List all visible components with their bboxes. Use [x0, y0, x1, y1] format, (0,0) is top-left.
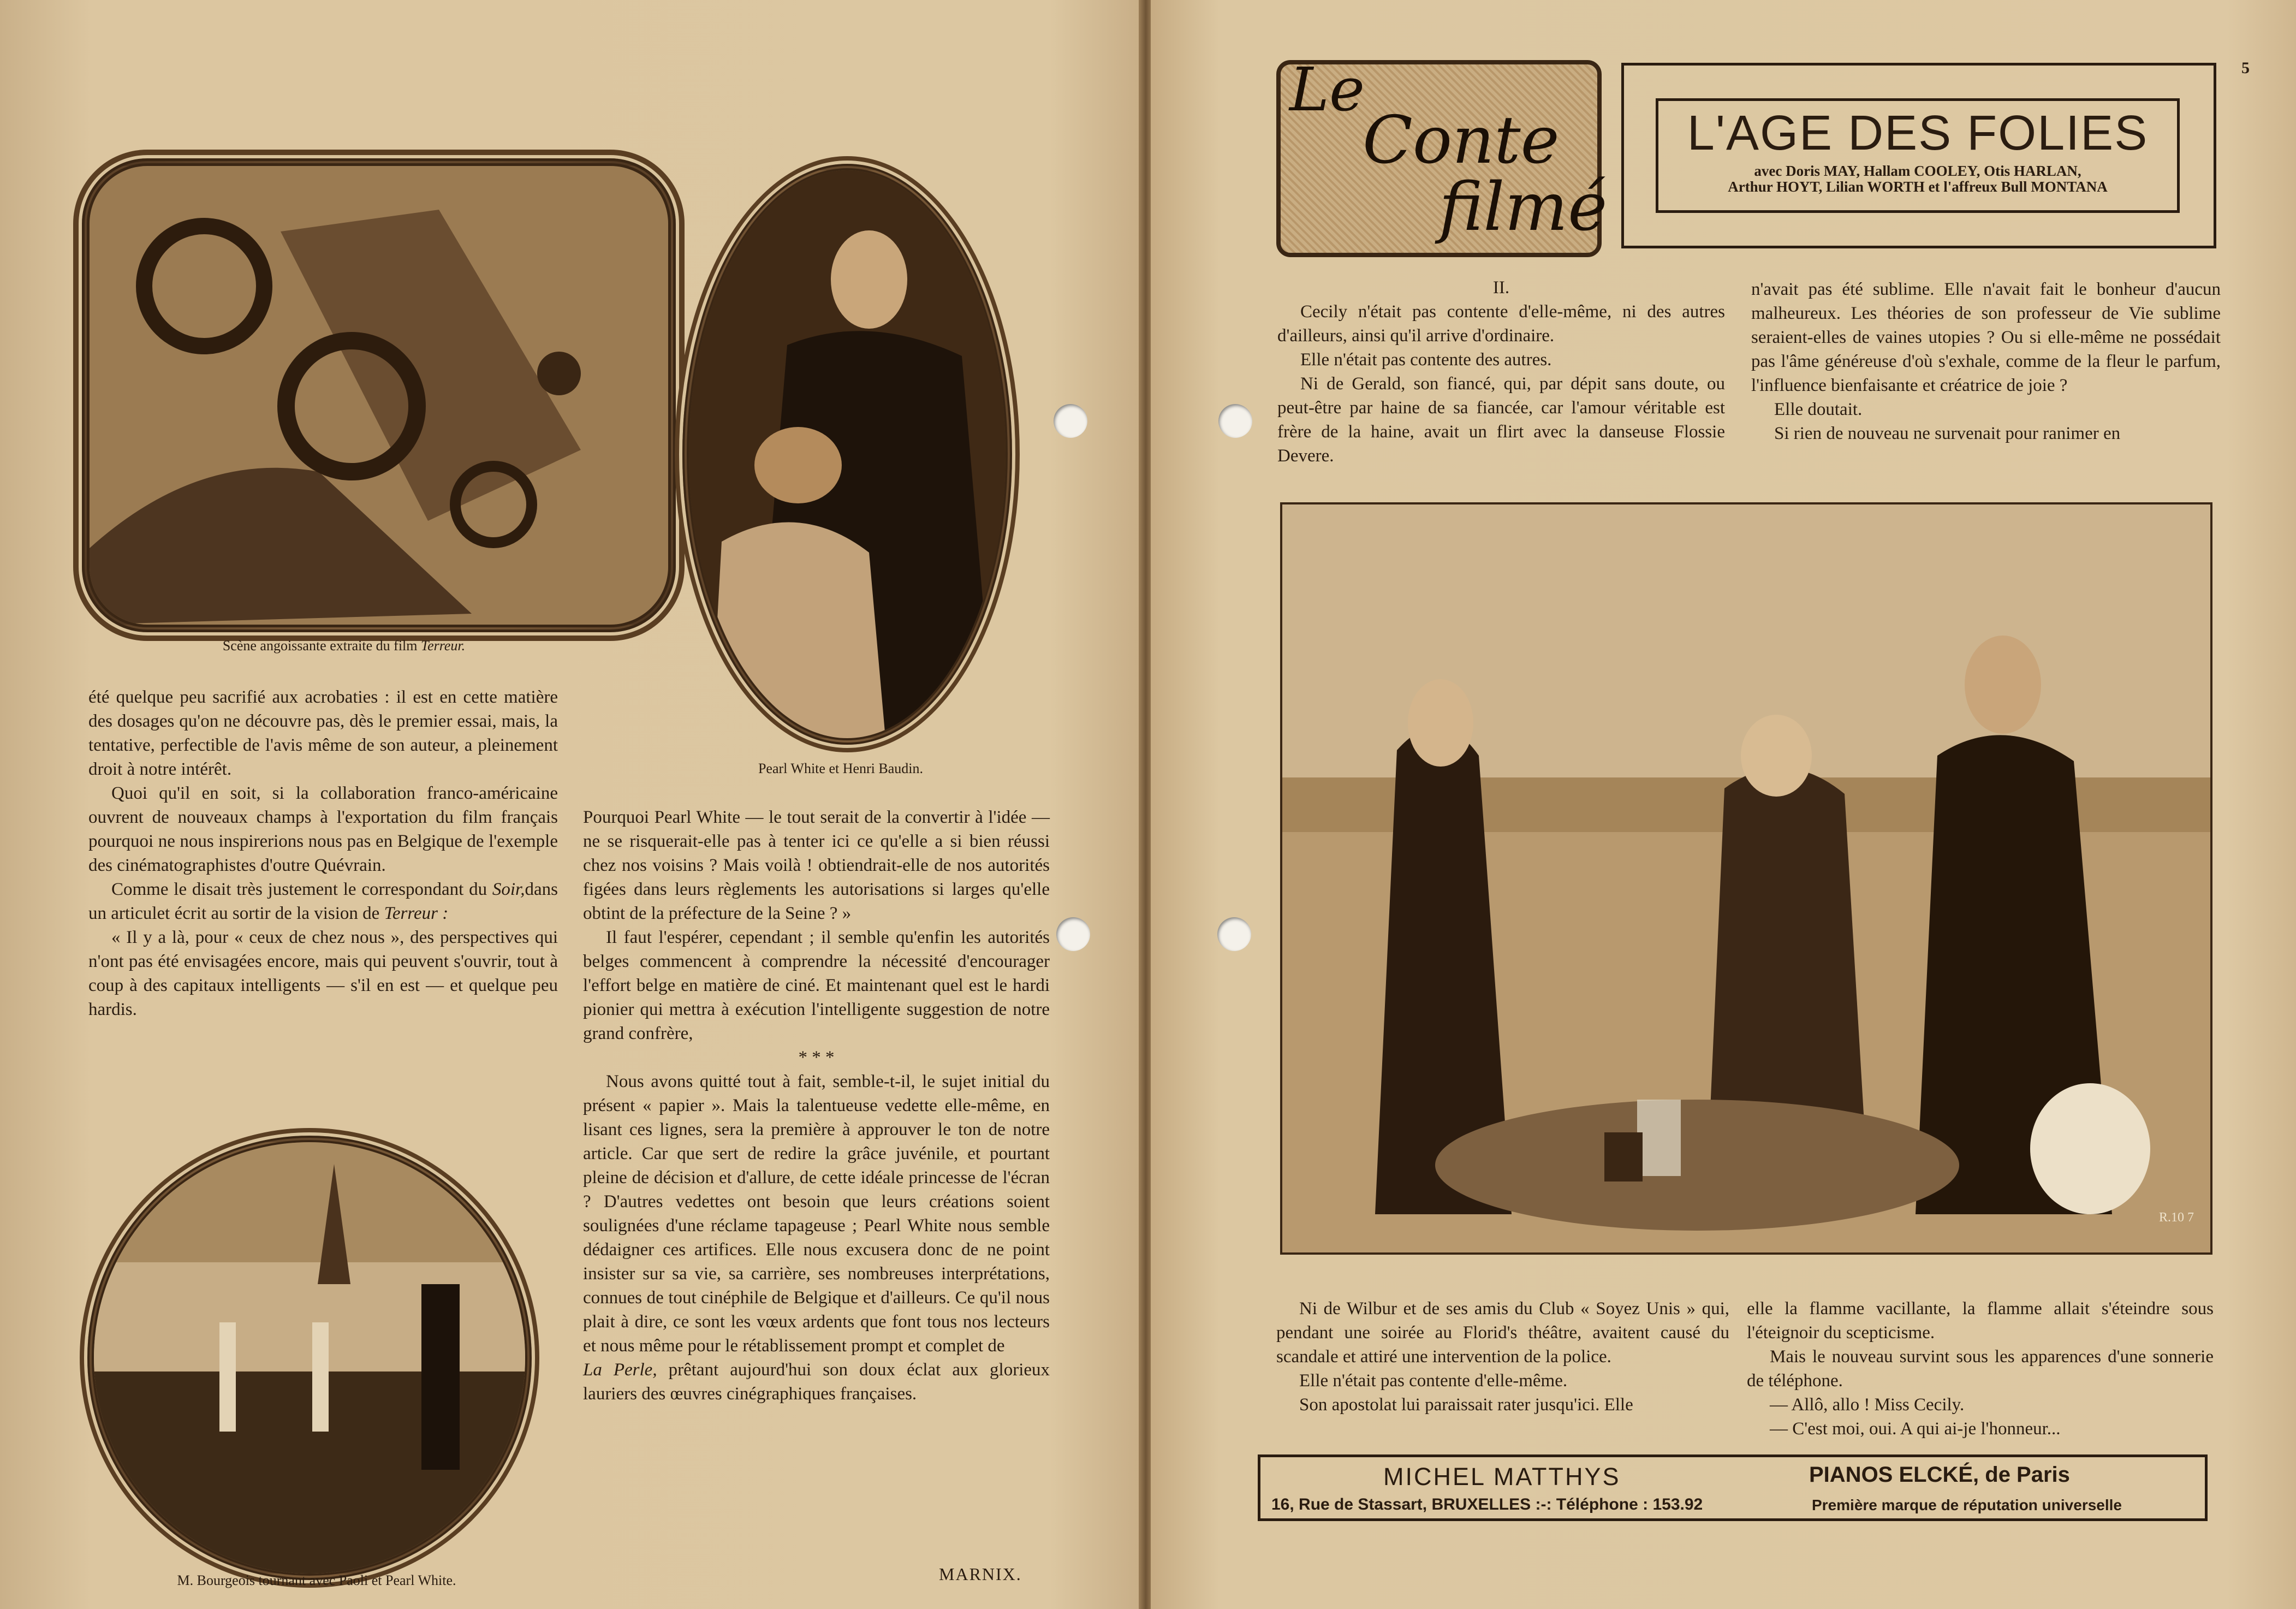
ad-brand: PIANOS ELCKÉ, de Paris	[1809, 1463, 2070, 1487]
left-page	[0, 0, 1141, 1609]
chateau-filming-illustration	[94, 1142, 525, 1574]
film-title-box	[1621, 63, 2216, 248]
section-number: II.	[1492, 278, 1510, 298]
filming-scene-photo	[87, 1136, 532, 1580]
ad-company-name: MICHEL MATTHYS	[1383, 1463, 1621, 1491]
car-stunt-illustration	[90, 166, 668, 625]
right-column-4: elle la flamme vacillante, la flamme allait s'éteindre sous l'éteignoir du scepticisme. Mais le nouveau survint sous les apparences d'une sonnerie de téléphone. — Allô, allo ! Miss Cecily. — C'est moi, oui. A qui ai-je l'honneur...	[1747, 1299, 2214, 1439]
cafe-scene-photo	[1280, 502, 2212, 1255]
binder-hole-top-right	[1218, 404, 1252, 438]
cafe-scene-illustration	[1282, 504, 2210, 1252]
binder-hole-bottom-right	[1217, 917, 1251, 951]
advertisement-box	[1258, 1454, 2208, 1521]
right-column-2: n'avait pas été sublime. Elle n'avait fait le bonheur d'aucun malheureux. Les théories de son professeur de Vie sublime seraient-elles de vaines utopies ? Ou si elle-même ne possédait pas l'âme généreuse d'où s'exhale, comme de la fleur le parfum, l'influence bienfaisante et créatrice de joie ? Elle doutait. Si rien de nouveau ne survenait pour ranimer en	[1751, 280, 2221, 443]
film-title: L'AGE DES FOLIES	[1687, 106, 2149, 161]
ad-address: 16, Rue de Stassart, BRUXELLES :-: Téléphone : 153.92	[1271, 1495, 1703, 1513]
photo1-caption: Scène angoissante extraite du film Terreur.	[222, 638, 466, 654]
author-signature: MARNIX.	[939, 1564, 1022, 1584]
binder-hole-top-left	[1054, 404, 1087, 438]
right-column-3: Ni de Wilbur et de ses amis du Club « Soyez Unis » qui, pendant une soirée au Florid's théâtre, avaitent causé du scandale et attiré une intervention de la police. Elle n'était pas contente d'elle-même. Son apostolat lui paraissait rater jusqu'ici. Elle	[1276, 1299, 1729, 1415]
photo3-caption: M. Bourgeois tournant avec Paoli et Pearl White.	[177, 1572, 456, 1588]
ad-tagline: Première marque de réputation universelle	[1812, 1497, 2122, 1513]
pearl-white-baudin-photo	[682, 164, 1012, 745]
cast-list: avec Doris MAY, Hallam COOLEY, Otis HARLAN, Arthur HOYT, Lilian WORTH et l'affreux Bull MONTANA	[1728, 163, 2108, 195]
conte-filme-logo: Le Conte filmé	[1276, 60, 1602, 257]
page-number: 5	[2241, 59, 2250, 77]
right-column-1: II. Cecily n'était pas contente d'elle-même, ni des autres d'ailleurs, ainsi qu'il arrive d'ordinaire. Elle n'était pas contente des autres. Ni de Gerald, son fiancé, qui, par dépit sans doute, ou peut-être par haine de sa fiancée, car l'amour véritable est frère de la haine, avait un flirt avec la danseuse Flossie Devere.	[1277, 276, 1725, 468]
binder-hole-bottom-left	[1056, 917, 1090, 951]
left-column-1: été quelque peu sacrifié aux acrobaties : il est en cette matière des dosages qu'on ne découvre pas, dès le premier essai, mais, la tentative, perfectible de l'avis même de son auteur, a pleinement droit à notre intérêt. Quoi qu'il en soit, si la collaboration franco-américaine ouvrent de nouveaux champs à l'exportation du film français pourquoi ne nous inspirerions nous pas en Belgique de l'exemple des cinématographistes d'outre Quévrain. Comme le disait très justement le correspondant du Soir,dans un articulet écrit au sortir de la vision de Terreur : « Il y a là, pour « ceux de chez nous », des perspectives qui n'ont pas été envisagées encore, mais qui peuvent s'ouvrir, tout à coup à des capitaux intelligents — s'il en est — et quelque peu hardis.	[88, 687, 558, 1019]
photo2-caption: Pearl White et Henri Baudin.	[758, 761, 924, 776]
photo-reference-code: R.10 7	[2158, 1210, 2194, 1225]
left-column-2: Pourquoi Pearl White — le tout serait de la convertir à l'idée — ne se risquerait-elle pas à tenter ici ce qu'elle a si bien réussi chez nos voisins ? Mais voilà ! obtiendrait-elle de nos autorités figées dans leurs règlements les autorisations si larges qu'elle obtint de la préfecture de la Seine ? » Il faut l'espérer, cependant ; il semble qu'enfin les autorités belges commencent à comprendre la nécessité d'encourager l'effort belge en matière de ciné. Et maintenant quel est le hardi pionier qui mettra à exécution l'intelligente suggestion de notre grand confrère, * * * Nous avons quitté tout à fait, semble-t-il, le sujet initial du présent « papier ». Mais la talentueuse vedette elle-même, en lisant ces lignes, sera la première à approuver le ton de notre article. Car que sert de redire la grâce juvénile, et pourtant pleine de décision et d'allure, de cette idéale princesse de l'écran ? D'autres vedettes ont besoin que leurs créations soient soulignées d'une réclame tapageuse ; Pearl White nous semble dédaigner ces artifices. Elle nous excusera donc de ne point insister sur sa vie, sa carrière, ses nombreuses interprétations, connues de tout cinéphile de Belgique et d'ailleurs. Ce qu'il nous plait à dire, ce sont les vœux ardents que font tous nos lecteurs et nous même pour le rétablissement prompt et complet de La Perle, prêtant aujourd'hui son doux éclat aux glorieux lauriers des œuvres cinégraphiques françaises.	[583, 808, 1050, 1404]
car-stunt-photo	[82, 158, 676, 632]
couple-portrait-illustration	[689, 170, 1006, 738]
